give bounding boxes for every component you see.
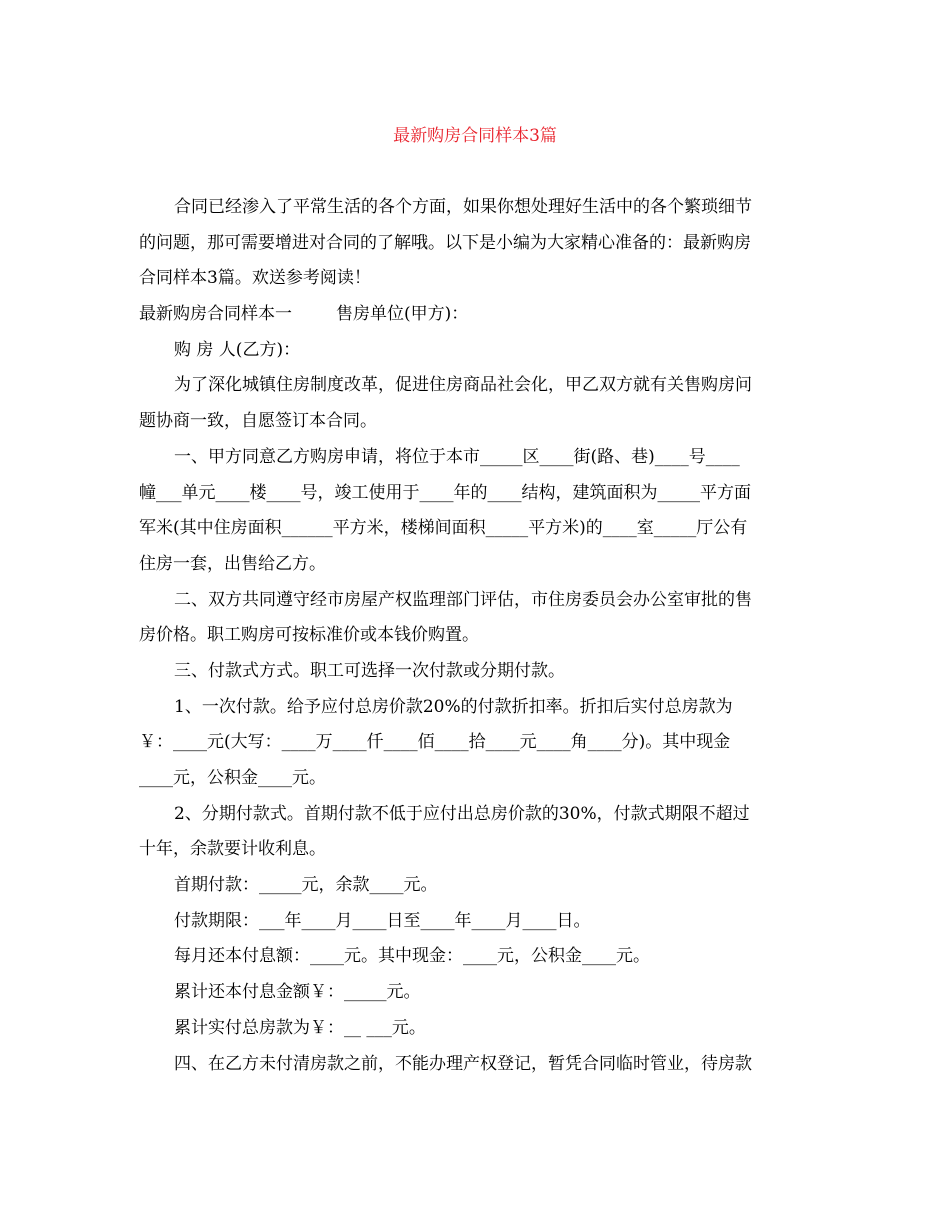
document-body xyxy=(139,190,819,1082)
paragraph-line: 四、在乙方未付清房款之前，不能办理产权登记，暂凭合同临时管业，待房款 xyxy=(174,1053,752,1074)
section-heading: 最新购房合同样本一 xyxy=(139,304,292,325)
paragraph-line: 题协商一致，自愿签订本合同。 xyxy=(139,411,377,432)
heading-line xyxy=(139,297,819,333)
seller-label: 售房单位(甲方)： xyxy=(336,304,469,325)
paragraph-line: 房价格。职工购房可按标准价或本钱价购置。 xyxy=(139,625,479,646)
paragraph-line: 一、甲方同意乙方购房申请，将位于本市_____区____街(路、巷)____号____ xyxy=(174,446,740,467)
paragraph-line: 付款期限：___年____月____日至____年____月____日。 xyxy=(174,910,591,931)
paragraph-line: 为了深化城镇住房制度改革，促进住房商品社会化，甲乙双方就有关售购房问 xyxy=(174,375,752,396)
paragraph-line: ￥：____元(大写：____万____仟____佰____拾____元____角____分)。其中现金 xyxy=(139,732,731,753)
paragraph-line: ____元，公积金____元。 xyxy=(139,768,326,788)
paragraph-line: 2、分期付款式。首期付款不低于应付出总房价款的30%，付款式期限不超过 xyxy=(174,803,750,824)
paragraph-line: 首期付款：_____元，余款____元。 xyxy=(174,875,438,896)
paragraph-line: 的问题，那可需要增进对合同的了解哦。以下是小编为大家精心准备的：最新购房 xyxy=(139,232,751,253)
paragraph-line: 累计还本付息金额￥：_____元。 xyxy=(174,982,421,1003)
paragraph-line: 军米(其中住房面积______平方米，楼梯间面积_____平方米)的____室_____厅公有 xyxy=(139,518,748,539)
buyer-label: 购 房 人(乙方)： xyxy=(174,339,301,360)
paragraph-line: 三、付款式方式。职工可选择一次付款或分期付款。 xyxy=(174,660,565,681)
paragraph-line: 合同已经渗入了平常生活的各个方面，如果你想处理好生活中的各个繁琐细节 xyxy=(174,197,752,217)
paragraph-line: 每月还本付息额：____元。其中现金：____元，公积金____元。 xyxy=(174,946,650,967)
paragraph-line: 住房一套，出售给乙方。 xyxy=(139,553,326,574)
paragraph-line: 合同样本3篇。欢送参考阅读！ xyxy=(139,268,371,289)
document-title: 最新购房合同样本3篇 xyxy=(393,126,557,146)
paragraph-line: 1、一次付款。给予应付总房价款20%的付款折扣率。折扣后实付总房款为 xyxy=(174,696,733,717)
paragraph-line: 十年，余款要计收利息。 xyxy=(139,839,326,860)
paragraph-line: 二、双方共同遵守经市房屋产权监理部门评估，市住房委员会办公室审批的售 xyxy=(174,589,752,610)
paragraph-line: 累计实付总房款为￥：__ ___元。 xyxy=(174,1017,426,1038)
paragraph-line: 幢___单元____楼____号，竣工使用于____年的____结构，建筑面积为_____平方面 xyxy=(139,482,751,503)
